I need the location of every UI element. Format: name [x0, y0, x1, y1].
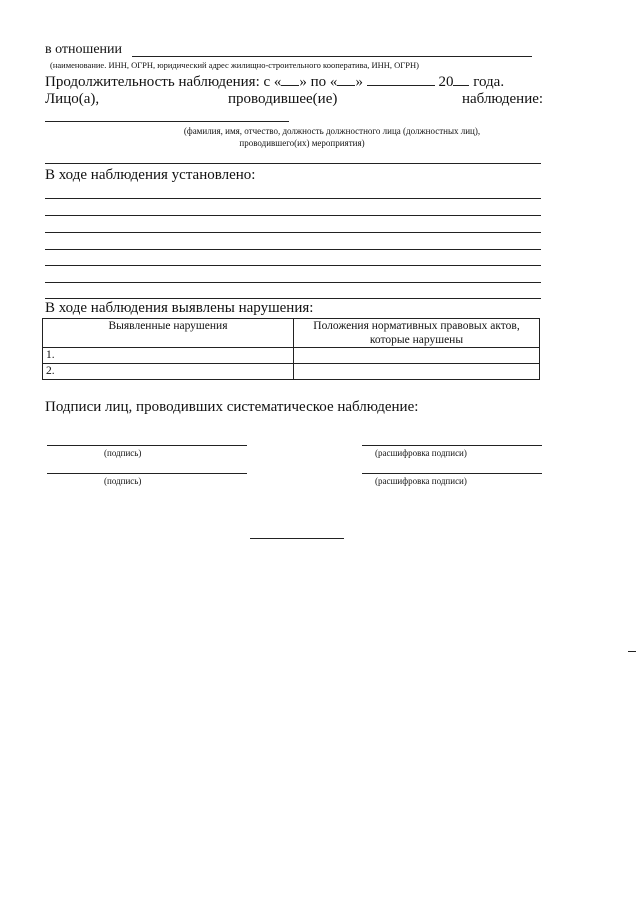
violations-col2-header-line1: Положения нормативных правовых актов, [313, 320, 520, 332]
regarding-hint: (наименование. ИНН, ОГРН, юридический адрес жилищно-строительного кооператива, ИНН, ОГРН) [50, 60, 419, 70]
violations-col2-header [294, 319, 540, 348]
signature-hint-1: (подпись) [104, 448, 142, 458]
signature-line-1[interactable] [47, 445, 247, 446]
duration-year-suffix: года. [473, 74, 505, 90]
violation-cell-1[interactable] [43, 348, 294, 364]
duration-month-field[interactable] [367, 73, 435, 86]
decode-line-1[interactable] [362, 445, 542, 446]
end-divider [250, 538, 344, 539]
signatures-title: Подписи лиц, проводивших систематическое наблюдение: [45, 399, 419, 415]
persons-hint-line1: (фамилия, имя, отчество, должность должностного лица (должностных лиц), [183, 126, 481, 136]
signature-hint-2: (подпись) [104, 476, 142, 486]
established-line-3[interactable] [45, 232, 541, 233]
signature-line-2[interactable] [47, 473, 247, 474]
act-cell-2[interactable] [294, 364, 540, 380]
persons-word2: проводившее(ие) [228, 91, 338, 107]
established-line-6[interactable] [45, 282, 541, 283]
duration-year-field[interactable] [453, 73, 469, 86]
established-line-1[interactable] [45, 198, 541, 199]
regarding-field-line[interactable] [132, 56, 532, 57]
persons-field-line[interactable] [45, 121, 289, 122]
violation-row-number: 2. [46, 365, 55, 377]
persons-word3: наблюдение: [462, 91, 544, 107]
violations-col1-header [43, 319, 294, 348]
duration-day-to-field[interactable] [337, 73, 355, 86]
violations-col2-header-line2: которые нарушены [369, 334, 464, 346]
violation-cell-2[interactable] [43, 364, 294, 380]
established-line-7[interactable] [45, 298, 541, 299]
duration-day-from-field[interactable] [281, 73, 299, 86]
regarding-label: в отношении [45, 42, 123, 57]
duration-label: Продолжительность наблюдения: с « [45, 74, 282, 90]
act-cell-1[interactable] [294, 348, 540, 364]
established-line-2[interactable] [45, 215, 541, 216]
table-row [43, 364, 540, 380]
duration-mid1: » по « [299, 74, 338, 90]
duration-row [45, 73, 504, 91]
established-label: В ходе наблюдения установлено: [45, 167, 256, 183]
persons-hint-line2: проводившего(их) мероприятия) [239, 138, 365, 148]
violations-label: В ходе наблюдения выявлены нарушения: [45, 300, 314, 316]
decode-line-2[interactable] [362, 473, 542, 474]
table-row [43, 348, 540, 364]
decode-hint-1: (расшифровка подписи) [375, 448, 467, 458]
violations-table [42, 318, 540, 380]
duration-mid2: » [355, 74, 363, 90]
violation-row-number: 1. [46, 349, 55, 361]
persons-extra-line[interactable] [45, 163, 541, 164]
violations-col1-header-text: Выявленные нарушения [108, 320, 228, 332]
margin-mark [628, 651, 636, 652]
established-line-5[interactable] [45, 265, 541, 266]
established-line-4[interactable] [45, 249, 541, 250]
decode-hint-2: (расшифровка подписи) [375, 476, 467, 486]
violations-table-header [43, 319, 540, 348]
persons-word1: Лицо(а), [45, 91, 100, 107]
duration-year-prefix: 20 [438, 74, 454, 90]
